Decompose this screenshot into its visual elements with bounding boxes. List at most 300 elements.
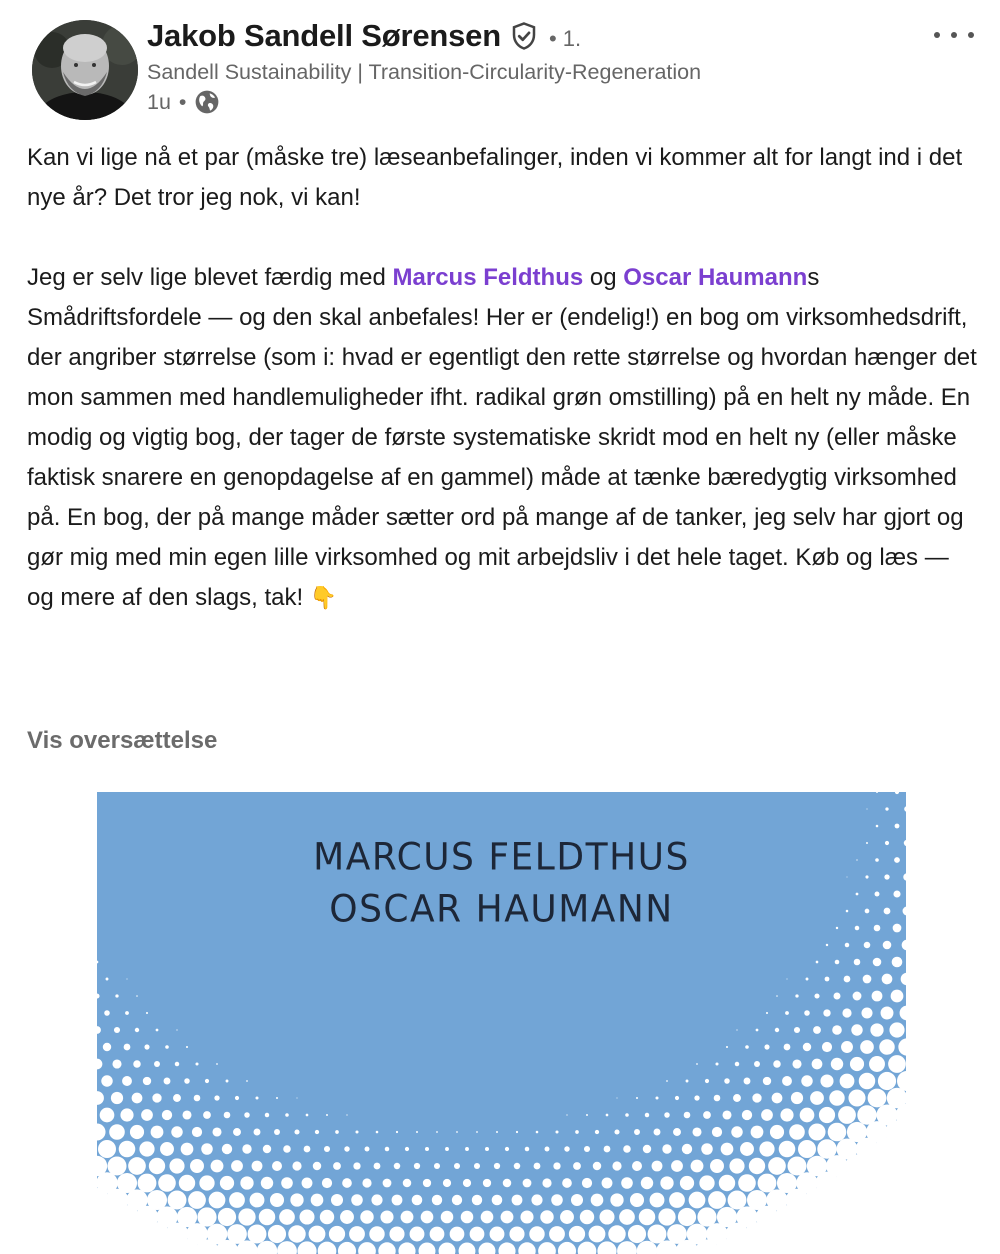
halftone-dot: [329, 1226, 345, 1242]
halftone-dot: [169, 1158, 184, 1173]
halftone-dot: [538, 1242, 556, 1254]
halftone-dot: [789, 1124, 805, 1140]
halftone-dot: [358, 1242, 376, 1254]
halftone-dot: [726, 1046, 728, 1048]
halftone-dot: [525, 1147, 530, 1152]
halftone-dot: [119, 1141, 136, 1158]
halftone-dot: [371, 1194, 382, 1205]
more-options-icon-dot: [951, 32, 957, 38]
halftone-dot: [784, 1044, 791, 1051]
halftone-dot: [692, 1127, 701, 1136]
halftone-dot: [614, 1129, 619, 1134]
halftone-dot: [562, 1178, 572, 1188]
halftone-dot: [678, 1208, 696, 1226]
halftone-dot: [518, 1242, 535, 1254]
halftone-dot: [873, 958, 882, 967]
halftone-dot: [476, 1131, 478, 1133]
halftone-dot: [879, 1039, 894, 1054]
halftone-dot: [360, 1210, 373, 1223]
author-headline: Sandell Sustainability | Transition-Circularity-Regeneration: [147, 60, 702, 84]
post-text: [27, 138, 977, 658]
halftone-dot: [582, 1178, 592, 1188]
halftone-dot: [277, 1241, 297, 1254]
halftone-dot: [680, 1176, 694, 1190]
halftone-dot: [814, 993, 819, 998]
halftone-dot: [560, 1210, 574, 1224]
halftone-dot: [714, 1095, 721, 1102]
halftone-dot: [392, 1195, 403, 1206]
halftone-dot: [355, 1130, 358, 1133]
halftone-dot: [759, 1141, 774, 1156]
halftone-dot: [97, 1026, 101, 1034]
halftone-dot: [97, 993, 100, 998]
halftone-dot: [813, 1026, 821, 1034]
halftone-dot: [353, 1162, 360, 1169]
halftone-dot: [882, 974, 893, 985]
halftone-dot: [261, 1177, 273, 1189]
halftone-dot: [625, 1113, 629, 1117]
halftone-dot: [902, 940, 906, 951]
halftone-dot: [203, 1111, 211, 1119]
halftone-dot: [270, 1193, 284, 1207]
halftone-dot: [553, 1162, 560, 1169]
halftone-dot: [501, 1211, 514, 1224]
halftone-dot: [115, 994, 118, 997]
halftone-dot: [876, 792, 878, 793]
halftone-dot: [456, 1131, 458, 1133]
halftone-dot: [892, 957, 903, 968]
halftone-dot: [608, 1225, 625, 1242]
more-options-button[interactable]: [934, 22, 974, 48]
halftone-dot: [296, 1097, 297, 1098]
halftone-dot: [283, 1145, 291, 1153]
halftone-dot: [182, 1110, 191, 1119]
halftone-dot: [463, 1179, 471, 1187]
halftone-dot: [531, 1194, 542, 1205]
halftone-dot: [248, 1225, 267, 1244]
halftone-dot: [699, 1175, 714, 1190]
halftone-dot: [604, 1146, 611, 1153]
halftone-dot: [883, 941, 892, 950]
halftone-dot: [425, 1147, 429, 1151]
halftone-dot: [97, 1091, 104, 1105]
halftone-dot: [792, 1059, 801, 1068]
halftone-dot: [580, 1210, 594, 1224]
halftone-dot: [98, 1140, 116, 1158]
halftone-dot: [812, 1059, 823, 1070]
halftone-dot: [432, 1195, 442, 1205]
halftone-dot: [101, 1075, 112, 1086]
halftone-dot: [761, 1109, 773, 1121]
halftone-dot: [485, 1147, 489, 1151]
halftone-dot: [869, 1056, 885, 1072]
halftone-dot: [294, 1129, 299, 1134]
halftone-dot: [901, 973, 906, 986]
halftone-dot: [141, 1109, 153, 1121]
halftone-dot: [895, 824, 900, 829]
halftone-dot: [597, 1241, 616, 1254]
halftone-dot: [708, 1191, 726, 1209]
halftone-dot: [573, 1162, 581, 1170]
halftone-dot: [403, 1179, 412, 1188]
halftone-dot: [729, 1158, 744, 1173]
halftone-dot: [786, 978, 787, 979]
halftone-dot: [344, 1146, 349, 1151]
halftone-dot: [164, 1078, 171, 1085]
halftone-dot: [109, 1124, 125, 1140]
halftone-dot: [175, 1062, 179, 1066]
halftone-dot: [259, 1209, 275, 1225]
halftone-dot: [658, 1208, 675, 1225]
halftone-dot: [242, 1144, 251, 1153]
halftone-dot: [715, 1062, 718, 1065]
halftone-dot: [825, 977, 830, 982]
halftone-dot: [724, 1078, 729, 1083]
halftone-dot: [705, 1079, 709, 1083]
halftone-dot: [881, 1007, 894, 1020]
halftone-dot: [405, 1147, 409, 1151]
halftone-dot: [866, 808, 867, 809]
halftone-dot: [566, 1114, 567, 1115]
halftone-dot: [135, 1028, 139, 1032]
halftone-dot: [558, 1242, 576, 1254]
halftone-dot: [306, 1114, 309, 1117]
halftone-dot: [589, 1226, 606, 1243]
halftone-dot: [876, 825, 879, 828]
halftone-dot: [340, 1210, 354, 1224]
halftone-dot: [410, 1227, 425, 1242]
pointing-down-emoji-icon: 👇: [309, 585, 338, 610]
halftone-dot: [763, 1077, 771, 1085]
halftone-dot: [380, 1210, 393, 1223]
more-options-icon-dot: [968, 32, 974, 38]
halftone-dot: [555, 1130, 558, 1133]
halftone-dot: [569, 1226, 585, 1242]
halftone-dot: [779, 1141, 796, 1158]
halftone-dot: [490, 1227, 505, 1242]
author-avatar[interactable]: [32, 20, 138, 120]
halftone-dot: [474, 1163, 480, 1169]
halftone-dot: [156, 1029, 159, 1032]
halftone-dot: [800, 1108, 815, 1123]
halftone-dot: [226, 1080, 229, 1083]
halftone-dot: [195, 1062, 198, 1065]
paragraph-text: s Smådriftsfordele — og den skal anbefales! Her er (endelig!) en bog om virksomhedsdrift, der angriber størrelse (som i: hvad er egentligt den rette størrelse og hvordan hænger det mon sammen med handlemuligheder ifht. radikal grøn omstilling) på en helt ny måde. En modig og vigtig bog, der tager de første systematiske skridt mod en helt ny (eller måske faktisk snarere en genopdagelse af en gammel) måde at tænke bæredygtig virksomhed på. En bog, der på mange måder sætter ord på mange af de tanker, jeg selv har gjort og gør mig med min egen lille virksomhed og mit arbejdsliv i det hele taget. Køb og læs — og mere af den slags, tak!: [27, 264, 977, 611]
halftone-dot: [696, 1063, 698, 1065]
halftone-dot: [186, 1046, 188, 1048]
halftone-dot: [643, 1145, 651, 1153]
halftone-dot: [188, 1191, 206, 1209]
halftone-dot: [224, 1112, 231, 1119]
halftone-dot: [302, 1178, 313, 1189]
halftone-dot: [423, 1179, 431, 1187]
halftone-dot: [551, 1194, 563, 1206]
halftone-dot: [439, 1243, 456, 1254]
halftone-dot: [749, 1158, 765, 1174]
halftone-dot: [279, 1209, 295, 1225]
halftone-dot: [701, 1143, 713, 1155]
halftone-dot: [602, 1178, 613, 1189]
halftone-dot: [838, 1106, 856, 1124]
halftone-dot: [461, 1211, 474, 1224]
halftone-dot: [165, 1045, 169, 1049]
halftone-dot: [516, 1131, 518, 1133]
halftone-dot: [218, 1208, 236, 1226]
halftone-dot: [335, 1130, 339, 1134]
halftone-dot: [238, 1208, 255, 1225]
halftone-dot: [152, 1093, 161, 1102]
halftone-dot: [738, 1174, 756, 1192]
halftone-dot: [396, 1131, 398, 1133]
halftone-dot: [835, 960, 840, 965]
halftone-dot: [703, 1111, 711, 1119]
halftone-dot: [318, 1242, 337, 1254]
halftone-dot: [255, 1096, 258, 1099]
halftone-dot: [209, 1192, 226, 1209]
halftone-dot: [529, 1226, 544, 1241]
halftone-dot: [571, 1194, 583, 1206]
halftone-dot: [492, 1195, 503, 1206]
halftone-dot: [806, 978, 809, 981]
halftone-dot: [250, 1193, 265, 1208]
halftone-dot: [845, 943, 850, 948]
halftone-dot: [412, 1195, 423, 1206]
halftone-dot: [834, 993, 841, 1000]
halftone-dot: [621, 1177, 633, 1189]
halftone-dot: [630, 1193, 644, 1207]
post-meta: [147, 89, 220, 115]
halftone-dot: [612, 1161, 621, 1170]
book-author-line-2: OSCAR HAUMANN: [329, 887, 674, 931]
halftone-dot: [299, 1209, 314, 1224]
halftone-dot: [414, 1163, 420, 1169]
halftone-dot: [617, 1241, 637, 1254]
halftone-dot: [664, 1112, 669, 1117]
halftone-dot: [385, 1147, 390, 1152]
halftone-dot: [728, 1191, 747, 1210]
halftone-dot: [595, 1130, 599, 1134]
halftone-dot: [754, 1061, 760, 1067]
paragraph-text: og: [583, 264, 624, 291]
halftone-dot: [895, 792, 899, 794]
halftone-dot: [100, 1108, 115, 1123]
halftone-dot: [320, 1210, 334, 1224]
halftone-dot: [854, 959, 861, 966]
halftone-dot: [669, 1192, 685, 1208]
halftone-dot: [791, 1092, 803, 1104]
halftone-dot: [212, 1127, 221, 1136]
mention-marcus-feldthus[interactable]: Marcus Feldthus: [392, 264, 584, 291]
halftone-dot: [138, 1174, 157, 1193]
halftone-dot: [648, 1225, 667, 1244]
halftone-dot: [374, 1163, 381, 1170]
halftone-dot: [149, 1158, 165, 1174]
halftone-dot: [904, 806, 906, 812]
halftone-dot: [819, 1107, 835, 1123]
halftone-dot: [712, 1127, 722, 1137]
halftone-dot: [650, 1193, 665, 1208]
halftone-dot: [244, 1112, 249, 1117]
halftone-dot: [472, 1195, 482, 1205]
halftone-dot: [804, 1010, 810, 1016]
halftone-dot: [840, 1074, 855, 1089]
halftone-dot: [826, 944, 828, 946]
halftone-dot: [171, 1126, 182, 1137]
halftone-dot: [192, 1127, 202, 1137]
halftone-dot: [860, 1040, 874, 1054]
halftone-dot: [194, 1095, 201, 1102]
halftone-dot: [639, 1209, 655, 1225]
halftone-dot: [265, 1113, 269, 1117]
halftone-dot: [841, 1041, 853, 1053]
show-translation-button[interactable]: Vis oversættelse: [27, 727, 218, 754]
halftone-dot: [859, 1073, 875, 1089]
halftone-dot: [222, 1144, 232, 1154]
halftone-dot: [430, 1227, 445, 1242]
halftone-dot: [735, 1062, 739, 1066]
halftone-dot: [798, 1140, 816, 1158]
halftone-dot: [97, 1123, 106, 1140]
halftone-dot: [326, 1114, 328, 1116]
halftone-dot: [591, 1194, 604, 1207]
halftone-dot: [776, 995, 778, 997]
halftone-dot: [744, 1078, 751, 1085]
halftone-dot: [512, 1195, 523, 1206]
halftone-dot: [240, 1176, 253, 1189]
post-header: [0, 0, 1000, 125]
halftone-dot: [421, 1211, 434, 1224]
halftone-dot: [803, 1043, 811, 1051]
halftone-dot: [758, 1174, 777, 1193]
halftone-dot: [756, 1029, 759, 1032]
halftone-dot: [889, 1022, 904, 1037]
halftone-dot: [691, 1160, 704, 1173]
halftone-dot: [831, 1058, 843, 1070]
halftone-dot: [610, 1193, 623, 1206]
halftone-dot: [143, 1077, 151, 1085]
halftone-dot: [785, 1011, 789, 1015]
halftone-dot: [844, 976, 851, 983]
halftone-dot: [549, 1226, 565, 1242]
halftone-dot: [184, 1078, 189, 1083]
halftone-dot: [534, 1163, 541, 1170]
halftone-dot: [632, 1161, 642, 1171]
halftone-dot: [103, 1043, 111, 1051]
halftone-dot: [229, 1192, 245, 1208]
halftone-dot: [772, 1093, 783, 1104]
halftone-dot: [338, 1242, 356, 1254]
halftone-dot: [722, 1110, 731, 1119]
book-cover-authors: [97, 832, 906, 936]
halftone-dot: [416, 1131, 418, 1133]
halftone-dot: [470, 1227, 485, 1242]
halftone-dot: [268, 1225, 286, 1243]
halftone-dot: [731, 1126, 742, 1137]
halftone-dot: [494, 1163, 500, 1169]
halftone-dot: [459, 1243, 476, 1254]
book-cover-image[interactable]: [97, 792, 906, 1254]
halftone-dot: [465, 1147, 469, 1151]
halftone-dot: [536, 1131, 539, 1134]
halftone-dot: [254, 1129, 261, 1136]
halftone-dot: [619, 1209, 635, 1225]
halftone-dot: [645, 1113, 649, 1117]
halftone-dot: [288, 1225, 305, 1242]
halftone-dot: [878, 1072, 896, 1090]
author-name-row: [147, 18, 581, 54]
halftone-dot: [441, 1211, 454, 1224]
mention-oscar-haumann[interactable]: Oscar Haumann: [623, 264, 808, 291]
halftone-dot: [850, 1057, 864, 1071]
halftone-dot: [828, 1123, 847, 1142]
halftone-dot: [503, 1179, 512, 1188]
halftone-dot: [362, 1178, 371, 1187]
halftone-dot: [822, 1042, 832, 1052]
halftone-dot: [816, 961, 819, 964]
halftone-dot: [764, 1044, 769, 1049]
halftone-dot: [151, 1126, 164, 1139]
halftone-dot: [848, 1089, 865, 1106]
halftone-dot: [593, 1162, 601, 1170]
halftone-dot: [775, 1028, 779, 1032]
halftone-dot: [281, 1177, 293, 1189]
book-author-line-1: MARCUS FELDTHUS: [313, 835, 690, 879]
halftone-dot: [686, 1080, 689, 1083]
halftone-dot: [263, 1145, 271, 1153]
halftone-dot: [514, 1163, 521, 1170]
halftone-dot: [694, 1095, 699, 1100]
halftone-dot: [304, 1146, 311, 1153]
halftone-dot: [671, 1160, 683, 1172]
post-time: 1u: [147, 89, 171, 114]
halftone-dot: [201, 1143, 213, 1155]
halftone-dot: [122, 1076, 132, 1086]
halftone-dot: [662, 1144, 671, 1153]
halftone-dot: [634, 1129, 640, 1135]
halftone-dot: [114, 1027, 120, 1033]
halftone-dot: [125, 1011, 129, 1015]
post-paragraph-1: Kan vi lige nå et par (måske tre) læseanbefalinger, inden vi kommer alt for langt ind i det nye år? Det tror jeg nok, vi kan!: [27, 144, 963, 211]
halftone-dot: [829, 1090, 844, 1105]
halftone-dot: [520, 1210, 533, 1223]
halftone-dot: [235, 1096, 239, 1100]
halftone-dot: [721, 1143, 734, 1156]
halftone-dot: [564, 1146, 569, 1151]
halftone-dot: [780, 1108, 793, 1121]
halftone-dot: [160, 1142, 174, 1156]
halftone-dot: [133, 1060, 141, 1068]
halftone-dot: [454, 1163, 460, 1169]
halftone-dot: [682, 1144, 692, 1154]
halftone-dot: [162, 1110, 172, 1120]
halftone-dot: [124, 1044, 131, 1051]
halftone-dot: [233, 1128, 241, 1136]
halftone-dot: [369, 1226, 384, 1241]
halftone-dot: [252, 1161, 263, 1172]
halftone-dot: [655, 1096, 658, 1099]
halftone-dot: [311, 1194, 324, 1207]
halftone-dot: [351, 1194, 363, 1206]
halftone-dot: [888, 1055, 906, 1073]
halftone-dot: [168, 1191, 187, 1210]
author-name[interactable]: Jakob Sandell Sørensen: [147, 18, 501, 53]
halftone-dot: [378, 1242, 395, 1254]
halftone-dot: [864, 942, 871, 949]
halftone-dot: [220, 1176, 234, 1190]
halftone-dot: [666, 1080, 668, 1082]
halftone-dot: [752, 1093, 761, 1102]
halftone-dot: [872, 991, 883, 1002]
